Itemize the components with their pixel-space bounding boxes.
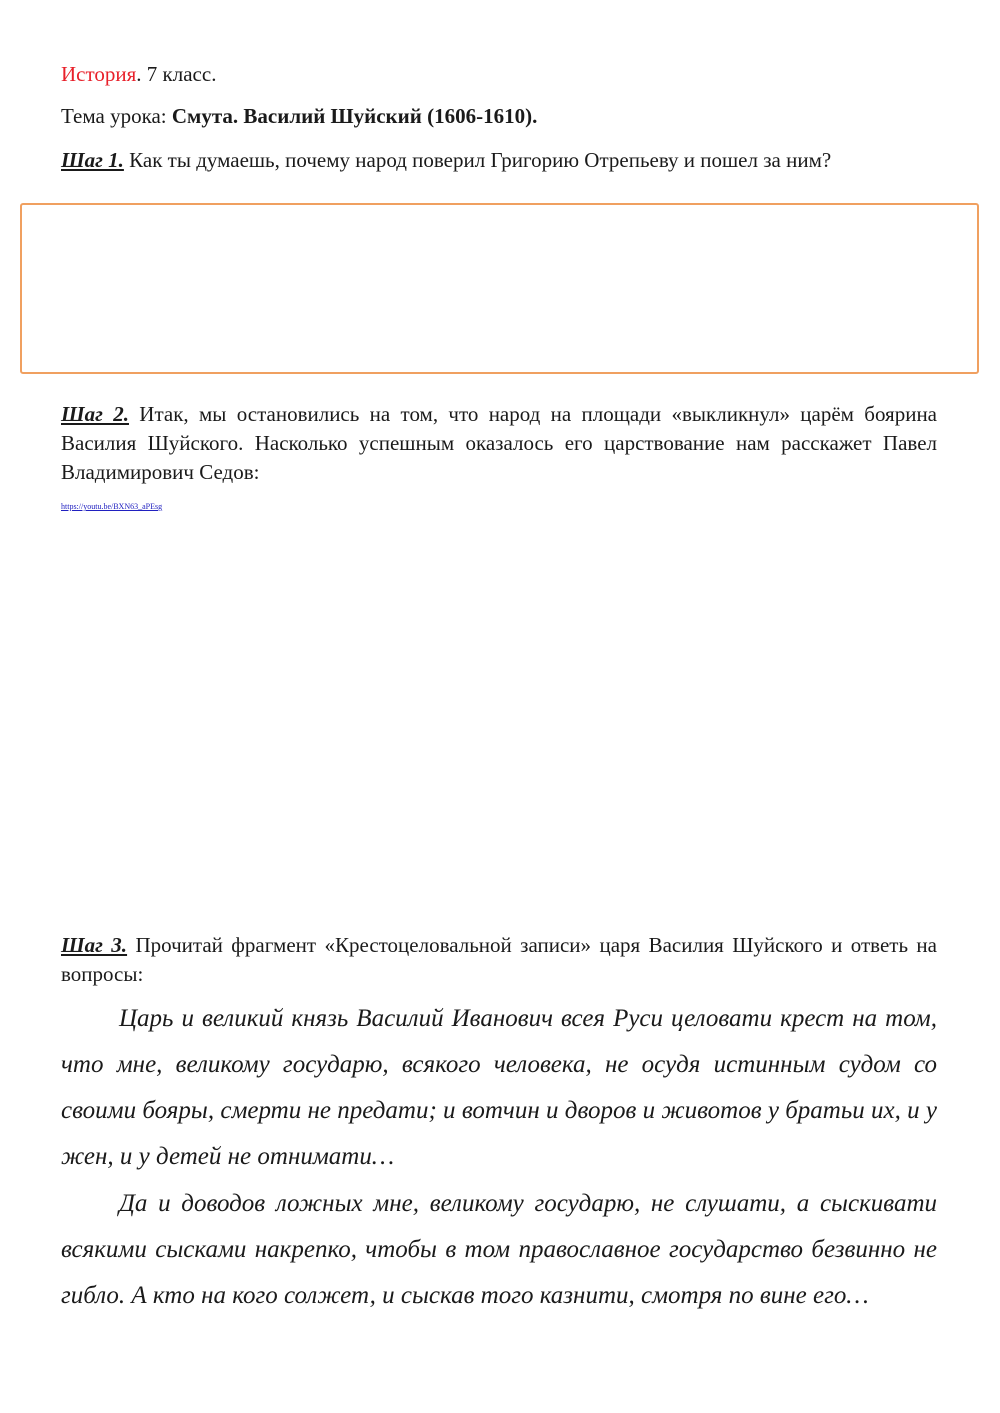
quote-paragraph-1: Царь и великий князь Василий Иванович всея Руси целовати крест на том, что мне, великому государю, всякого человека, не осудя истинным судом со своими бояры, смерти не предати; и вотчин и дворов и животов у братьи их, и у жен, и у детей не отнимати…: [61, 1005, 937, 1170]
step1-answer-box[interactable]: [20, 203, 979, 374]
grade-label: . 7 класс.: [136, 62, 217, 86]
step2-text: Итак, мы остановились на том, что народ на площади «выкликнул» царём боярина Василия Шуйского. Насколько успешным оказалось его царствование нам расскажет Павел Владимирович Седов:: [61, 402, 937, 484]
topic-label: Тема урока:: [61, 104, 172, 128]
topic-title: Смута. Василий Шуйский (1606-1610).: [171, 104, 538, 128]
header-line: [61, 60, 216, 88]
step1-line: [61, 146, 831, 174]
video-link[interactable]: https://youtu.be/BXN63_aPEsg: [61, 502, 163, 511]
topic-line: [61, 102, 537, 130]
step3-label: Шаг 3.: [61, 933, 128, 957]
step1-label: Шаг 1.: [61, 148, 124, 172]
quote-paragraph-2: Да и доводов ложных мне, великому государю, не слушати, а сыскивати всякими сысками накрепко, чтобы в том православное государство безвинно не гибло. А кто на кого солжет, и сыскав того казнити, смотря по вине его…: [61, 1190, 937, 1309]
step2-paragraph: [61, 400, 937, 487]
step2-label: Шаг 2.: [61, 402, 129, 426]
step3-paragraph: [61, 931, 937, 989]
step1-question: Как ты думаешь, почему народ поверил Григорию Отрепьеву и пошел за ним?: [123, 148, 832, 172]
step3-text: Прочитай фрагмент «Крестоцеловальной записи» царя Василия Шуйского и ответь на вопросы:: [61, 933, 937, 986]
subject-name: История: [61, 62, 137, 86]
